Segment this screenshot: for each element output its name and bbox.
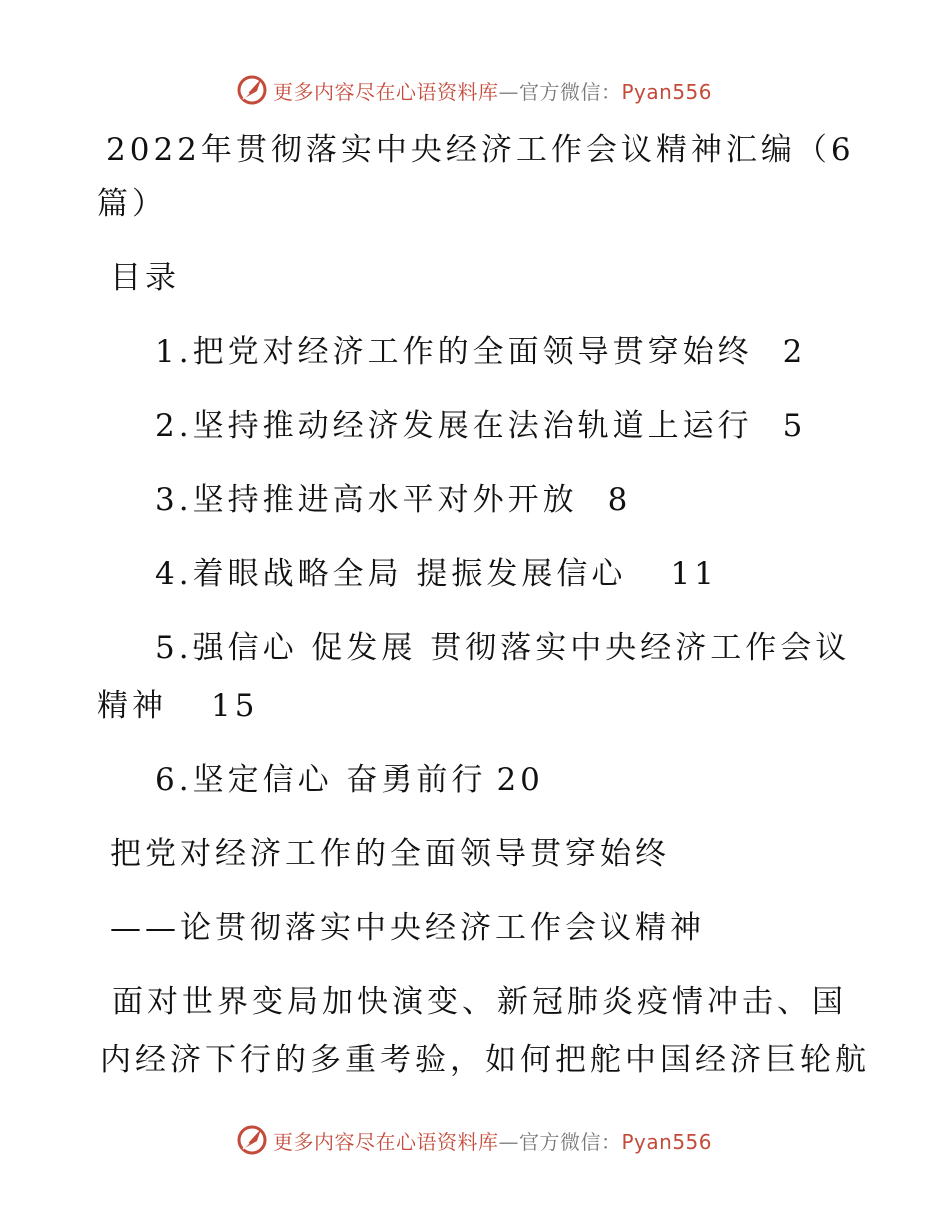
toc-item-2[interactable] [155, 406, 806, 446]
quill-pen-logo-icon [235, 1123, 269, 1157]
watermark-wechat-id: Pyan556 [621, 1129, 713, 1154]
header-watermark [235, 72, 712, 108]
watermark-wechat-id: Pyan556 [621, 79, 713, 104]
paragraph-line-1: 面对世界变局加快演变、新冠肺炎疫情冲击、国 [112, 984, 847, 1020]
toc-item-page: 15 [211, 688, 259, 724]
article-title: 把党对经济工作的全面领导贯穿始终 [110, 836, 670, 872]
toc-heading: 目录 [110, 260, 180, 296]
toc-item-6[interactable] [155, 760, 544, 800]
watermark-main-text: 更多内容尽在心语资料库 [273, 79, 499, 104]
toc-item-page: 2 [782, 334, 807, 370]
toc-item-page: 11 [670, 556, 718, 592]
toc-item-label: 3.坚持推进高水平对外开放 [155, 482, 578, 518]
footer-watermark [235, 1122, 712, 1158]
toc-item-5-continued[interactable] [97, 686, 258, 726]
article-subtitle: ——论贯彻落实中央经济工作会议精神 [110, 910, 705, 946]
toc-item-3[interactable] [155, 480, 631, 520]
watermark-official-label: 官方微信： [519, 79, 622, 104]
toc-item-label: 6.坚定信心 奋勇前行 [155, 762, 487, 798]
toc-item-page: 5 [782, 408, 807, 444]
toc-item-page: 8 [607, 482, 632, 518]
toc-item-label: 1.把党对经济工作的全面领导贯穿始终 [155, 334, 753, 370]
toc-item-page: 20 [496, 762, 544, 798]
watermark-separator: — [498, 1129, 519, 1154]
toc-item-label: 5.强信心 促发展 贯彻落实中央经济工作会议 [155, 630, 851, 666]
toc-item-label: 4.着眼战略全局 提振发展信心 [155, 556, 627, 592]
watermark-separator: — [498, 79, 519, 104]
toc-item-label-continued: 精神 [97, 688, 167, 724]
toc-item-4[interactable] [155, 554, 718, 594]
toc-item-label: 2.坚持推动经济发展在法治轨道上运行 [155, 408, 753, 444]
watermark-main-text: 更多内容尽在心语资料库 [273, 1129, 499, 1154]
document-title-line1: 2022年贯彻落实中央经济工作会议精神汇编（6 [106, 132, 855, 168]
toc-item-1[interactable] [155, 332, 806, 372]
document-title-line2: 篇） [97, 186, 167, 222]
watermark-official-label: 官方微信： [519, 1129, 622, 1154]
paragraph-line-2: 内经济下行的多重考验，如何把舵中国经济巨轮航 [100, 1042, 870, 1078]
toc-item-5[interactable] [155, 628, 850, 668]
quill-pen-logo-icon [235, 73, 269, 107]
